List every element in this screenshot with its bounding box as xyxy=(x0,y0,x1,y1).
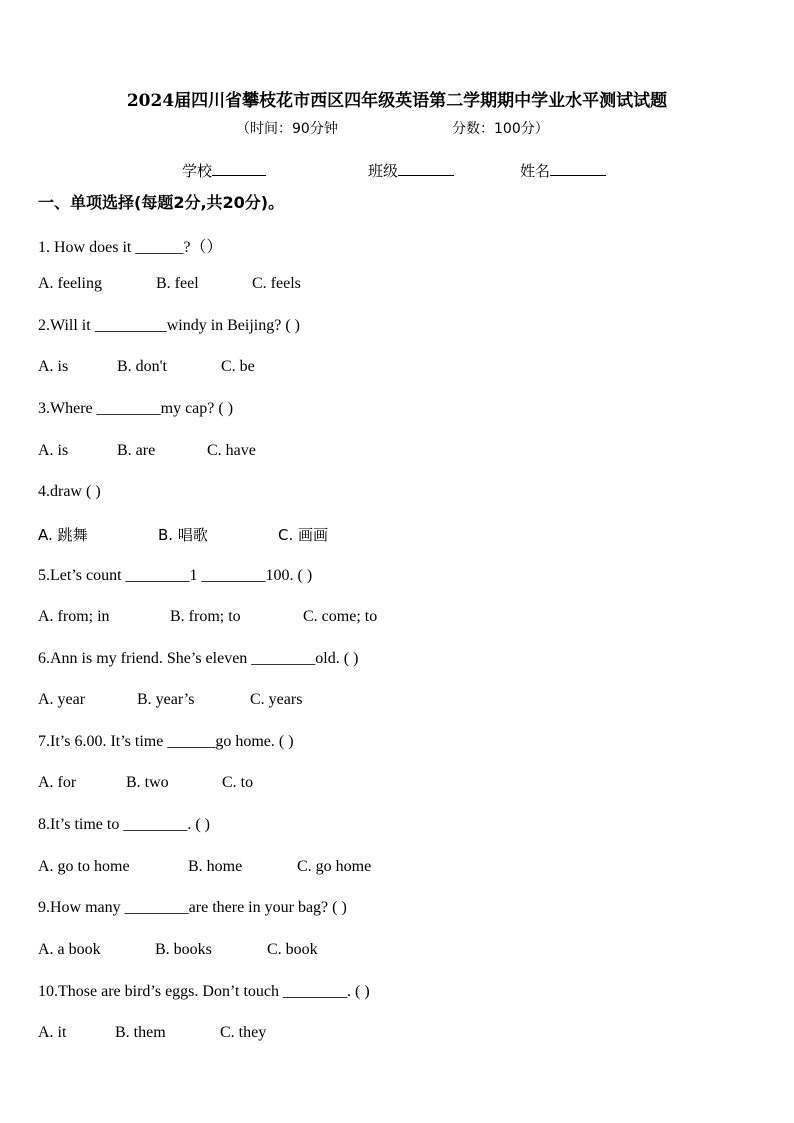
option-b: B. 唱歌 xyxy=(158,526,208,544)
option-b: B. home xyxy=(188,858,243,875)
question-options xyxy=(38,442,256,460)
option-c: C. years xyxy=(250,691,303,708)
option-a: A. it xyxy=(38,1024,67,1041)
question-options xyxy=(38,524,328,545)
question-options xyxy=(38,858,371,876)
question-options xyxy=(38,608,377,626)
question-stem: 3.Where ________my cap? ( ) xyxy=(38,400,234,417)
name-field xyxy=(520,160,606,181)
option-c: C. to xyxy=(222,774,254,791)
name-blank xyxy=(550,161,606,176)
option-c: C. book xyxy=(267,941,318,958)
option-a: A. go to home xyxy=(38,858,130,875)
class-blank xyxy=(398,161,454,176)
option-b: B. two xyxy=(126,774,169,791)
option-c: C. feels xyxy=(252,275,301,292)
exam-time: （时间：90分钟 xyxy=(236,121,338,137)
option-a: A. for xyxy=(38,774,77,791)
option-b: B. year’s xyxy=(137,691,195,708)
option-c: C. be xyxy=(221,358,255,375)
option-a: A. a book xyxy=(38,941,101,958)
option-a: A. 跳舞 xyxy=(38,526,88,544)
option-a: A. feeling xyxy=(38,275,102,292)
option-b: B. feel xyxy=(156,275,199,292)
class-field xyxy=(368,160,454,181)
option-b: B. don't xyxy=(117,358,167,375)
option-b: B. from; to xyxy=(170,608,241,625)
question-options xyxy=(38,774,253,792)
question-options xyxy=(38,691,302,709)
question-options xyxy=(38,941,318,959)
name-label: 姓名 xyxy=(520,162,551,180)
exam-title: 2024届四川省攀枝花市西区四年级英语第二学期期中学业水平测试试题 xyxy=(126,91,668,111)
option-c: C. go home xyxy=(297,858,372,875)
option-b: B. books xyxy=(155,941,212,958)
question-options xyxy=(38,358,255,376)
option-a: A. year xyxy=(38,691,86,708)
exam-score: 分数：100分） xyxy=(452,121,549,137)
question-stem: 5.Let’s count ________1 ________100. ( ) xyxy=(38,567,313,584)
option-a: A. is xyxy=(38,358,69,375)
question-options xyxy=(38,275,301,293)
class-label: 班级 xyxy=(368,162,399,180)
school-label: 学校 xyxy=(182,162,213,180)
option-c: C. they xyxy=(220,1024,267,1041)
question-stem: 9.How many ________are there in your bag? ( ) xyxy=(38,899,347,916)
question-stem: 8.It’s time to ________. ( ) xyxy=(38,816,210,833)
question-stem: 2.Will it _________windy in Beijing? ( ) xyxy=(38,317,300,334)
question-stem: 4.draw ( ) xyxy=(38,483,101,500)
question-stem: 7.It’s 6.00. It’s time ______go home. ( ) xyxy=(38,733,294,750)
question-stem: 10.Those are bird’s eggs. Don’t touch ________. ( ) xyxy=(38,983,370,1000)
option-b: B. them xyxy=(115,1024,166,1041)
question-stem: 6.Ann is my friend. She’s eleven ________old. ( ) xyxy=(38,650,359,667)
school-field xyxy=(182,160,266,181)
option-a: A. is xyxy=(38,442,69,459)
option-c: C. come; to xyxy=(303,608,378,625)
option-c: C. 画画 xyxy=(278,526,329,544)
option-b: B. are xyxy=(117,442,156,459)
question-options xyxy=(38,1024,266,1042)
option-c: C. have xyxy=(207,442,256,459)
school-blank xyxy=(212,161,266,176)
section-title: 一、单项选择(每题2分,共20分)。 xyxy=(38,193,285,212)
option-a: A. from; in xyxy=(38,608,110,625)
question-stem: 1. How does it ______?（） xyxy=(38,239,223,256)
